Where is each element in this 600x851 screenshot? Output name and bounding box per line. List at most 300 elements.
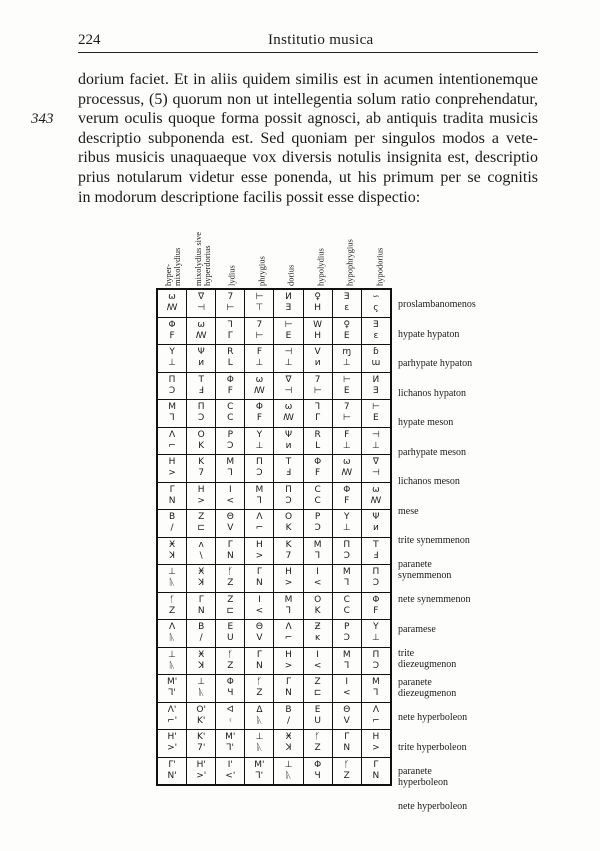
note-symbol: V [256, 633, 263, 644]
note-symbol: ᚲ [227, 715, 233, 726]
note-symbol: П [197, 402, 205, 413]
note-symbol: >' [196, 770, 207, 781]
notation-cell [303, 730, 332, 758]
table-row [157, 675, 391, 703]
notation-cell [274, 400, 303, 428]
notation-cell [303, 647, 332, 675]
notation-cell [361, 400, 391, 428]
notation-cell [216, 372, 245, 400]
note-symbol: Θ [343, 704, 351, 715]
notation-cell [216, 647, 245, 675]
notation-cell [187, 565, 216, 593]
notation-cell [274, 675, 303, 703]
note-symbol: ⊢ [226, 303, 235, 314]
notation-cell [332, 317, 361, 345]
note-symbol: ꟿ [195, 330, 207, 341]
note-symbol: ⊣ [284, 385, 293, 396]
notation-cell [303, 675, 332, 703]
note-symbol: > [284, 578, 293, 589]
note-symbol: < [313, 660, 322, 671]
note-symbol: I [316, 567, 319, 578]
note-symbol: H [285, 649, 292, 660]
notation-cell [361, 675, 391, 703]
row-label: paranete synemmenon [398, 559, 452, 582]
note-symbol: 7 [343, 402, 350, 413]
note-symbol: M [284, 594, 293, 605]
note-symbol: M' [254, 759, 265, 770]
note-symbol: Ч [314, 770, 321, 781]
notation-cell [303, 482, 332, 510]
note-symbol: ɯ [371, 358, 381, 369]
notation-cell [332, 620, 361, 648]
note-symbol: M [372, 677, 380, 688]
note-symbol: ꟿ [166, 303, 178, 314]
table-row [157, 400, 391, 428]
note-symbol: ꓶ' [226, 743, 235, 754]
notation-cell [361, 702, 391, 730]
notation-cell [216, 730, 245, 758]
note-symbol: Ⅎ [285, 468, 292, 479]
notation-cell [303, 345, 332, 373]
notation-cell [274, 345, 303, 373]
notation-cell [216, 675, 245, 703]
note-symbol: Γ [373, 759, 379, 770]
note-symbol: Z [314, 677, 321, 688]
note-symbol: ᚶ [227, 649, 233, 660]
note-symbol: V [343, 715, 350, 726]
note-symbol: Ͻ [343, 633, 350, 644]
notation-cell [187, 400, 216, 428]
notation-cell [187, 289, 216, 317]
notation-cell [216, 537, 245, 565]
notation-cell [361, 345, 391, 373]
note-symbol: F [373, 605, 379, 616]
note-symbol: ω [342, 457, 351, 468]
column-header: lydius [226, 265, 237, 286]
note-symbol: Z [168, 605, 176, 616]
note-symbol: И [372, 374, 380, 385]
note-symbol: ᚣ [256, 743, 263, 754]
note-symbol: Θ [255, 622, 263, 633]
note-symbol: Ͻ [198, 413, 205, 424]
notation-cell [361, 537, 391, 565]
note-symbol: ꓘ [285, 743, 292, 754]
note-symbol: Ⅎ [373, 550, 379, 561]
note-symbol: ɱ [342, 347, 352, 358]
note-symbol: E [285, 330, 292, 341]
notation-cell [216, 620, 245, 648]
note-symbol: I [345, 677, 349, 688]
note-symbol: ⊢ [313, 385, 322, 396]
notation-cell [187, 482, 216, 510]
note-symbol: Λ' [167, 704, 177, 715]
note-symbol: ⊥ [168, 567, 176, 578]
note-symbol: Λ [168, 622, 176, 633]
notation-cell [187, 345, 216, 373]
notation-cell [245, 400, 274, 428]
notation-cell [361, 647, 391, 675]
note-symbol: <' [225, 770, 236, 781]
note-symbol: Λ [372, 704, 379, 715]
note-symbol: ꓘ [198, 660, 205, 671]
note-symbol: ꓶ [344, 660, 350, 671]
note-symbol: R [314, 429, 321, 440]
note-symbol: > [197, 495, 205, 506]
note-symbol: ᚣ [285, 770, 292, 781]
body-paragraph [78, 70, 538, 207]
notation-cell [157, 675, 187, 703]
note-symbol: ⊣ [197, 303, 206, 314]
running-header [78, 30, 538, 53]
note-symbol: Z [198, 512, 205, 523]
notation-cell [216, 510, 245, 538]
notation-cell [303, 289, 332, 317]
notation-cell [216, 317, 245, 345]
note-symbol: ε [373, 330, 379, 341]
row-label: paranete hyperboleon [398, 765, 448, 788]
table-row [157, 537, 391, 565]
note-symbol: Z [314, 743, 321, 754]
notation-table [156, 288, 392, 786]
note-symbol: E [314, 704, 321, 715]
table-row [157, 482, 391, 510]
note-symbol: Ͻ [372, 660, 380, 671]
notation-cell [274, 757, 303, 785]
row-label: parhypate hypaton [398, 358, 473, 370]
notation-cell [187, 647, 216, 675]
row-label: trite diezeugmenon [398, 647, 457, 670]
note-symbol: F [344, 429, 350, 440]
note-symbol: Ͻ [256, 468, 263, 479]
notation-cell [303, 455, 332, 483]
note-symbol: ꓶ [227, 468, 233, 479]
note-symbol: H [372, 732, 380, 743]
note-symbol: Γ [315, 413, 321, 424]
note-symbol: ᚶ [227, 567, 233, 578]
table-row [157, 592, 391, 620]
note-symbol: I [258, 594, 261, 605]
note-symbol: 7 [256, 319, 263, 330]
notation-cell [187, 702, 216, 730]
note-symbol: Γ [227, 539, 233, 550]
note-symbol: M [342, 649, 351, 660]
notation-cell [361, 372, 391, 400]
note-symbol: ⌐ [168, 440, 176, 451]
note-symbol: N [343, 743, 351, 754]
note-symbol: E [227, 622, 234, 633]
note-symbol: U [227, 633, 234, 644]
note-symbol: Θ [226, 512, 234, 523]
note-symbol: ꓶ [373, 688, 379, 699]
notation-cell [216, 289, 245, 317]
table-row [157, 455, 391, 483]
notation-cell [245, 592, 274, 620]
note-symbol: Z [227, 594, 234, 605]
note-symbol: K [285, 523, 292, 534]
note-symbol: ω [284, 402, 293, 413]
note-symbol: L [227, 358, 233, 369]
note-symbol: Φ [314, 457, 322, 468]
row-label: lichanos meson [398, 476, 460, 488]
body-line: verum oculis quoque forma possit agnosci, ab antiquis tradita musicis [78, 110, 538, 128]
notation-cell [216, 757, 245, 785]
note-symbol: ɓ [373, 347, 379, 358]
note-symbol: ⊢ [255, 330, 264, 341]
note-symbol: Γ' [168, 759, 176, 770]
note-symbol: M' [225, 732, 236, 743]
body-line: descriptio subponenda est. Sed quoniam per singulos modos a vete- [78, 129, 538, 147]
note-symbol: ᚣ [169, 660, 175, 671]
note-symbol: C [227, 413, 234, 424]
note-symbol: > [372, 743, 380, 754]
body-line: ribus musicis unaquaeque vox diversis notulis insignita est, descriptio [78, 149, 538, 167]
note-symbol: ⊥ [168, 358, 176, 369]
notation-cell [187, 510, 216, 538]
notation-cell [245, 345, 274, 373]
note-symbol: / [199, 633, 203, 644]
column-header: phrygius [256, 256, 266, 286]
note-symbol: Ψ [284, 429, 293, 440]
notation-cell [187, 730, 216, 758]
notation-cell [303, 592, 332, 620]
notation-cell [303, 510, 332, 538]
note-symbol: П [256, 457, 263, 468]
note-symbol: ⊥ [284, 759, 293, 770]
note-symbol: Λ [168, 429, 176, 440]
row-label: lichanos hypaton [398, 387, 467, 399]
column-header: hypodorius [374, 247, 384, 286]
notation-cell [361, 565, 391, 593]
note-symbol: ꓶ [227, 319, 233, 330]
notation-cell [216, 455, 245, 483]
body-line: in modorum descriptione facilis possit esse dispectio: [78, 188, 421, 206]
row-label: nete synemmenon [398, 594, 471, 606]
note-symbol: > [168, 468, 176, 479]
note-symbol: ε [344, 303, 350, 314]
note-symbol: P [227, 429, 234, 440]
note-symbol: Λ [256, 512, 263, 523]
note-symbol: Ͻ [285, 495, 292, 506]
note-symbol: 7 [227, 292, 234, 303]
row-label: trite synemmenon [398, 535, 470, 547]
note-symbol: Φ [255, 402, 263, 413]
notation-cell [303, 620, 332, 648]
notation-cell [274, 537, 303, 565]
note-symbol: Y [256, 429, 263, 440]
note-symbol: ∇ [198, 292, 205, 303]
note-symbol: F [344, 495, 350, 506]
row-label: nete hyperboleon [398, 800, 468, 812]
note-symbol: P [314, 512, 321, 523]
note-symbol: П [343, 539, 351, 550]
note-symbol: E [373, 413, 379, 424]
note-symbol: B [198, 622, 205, 633]
note-symbol: U [314, 715, 321, 726]
note-symbol: ω [255, 374, 264, 385]
notation-cell [303, 427, 332, 455]
notation-cell [157, 427, 187, 455]
note-symbol: H [256, 539, 263, 550]
notation-cell [303, 537, 332, 565]
notation-cell [361, 427, 391, 455]
note-symbol: < [226, 495, 235, 506]
note-symbol: ᚣ [169, 578, 175, 589]
notation-cell [157, 289, 187, 317]
notation-cell [332, 565, 361, 593]
note-symbol: T [198, 374, 204, 385]
notation-table-figure [156, 230, 556, 830]
notation-cell [274, 289, 303, 317]
note-symbol: N [256, 578, 263, 589]
note-symbol: C [314, 484, 321, 495]
notation-cell [216, 345, 245, 373]
note-symbol: ꓘ [198, 578, 205, 589]
note-symbol: ⊏ [226, 605, 235, 616]
note-symbol: K [314, 605, 321, 616]
note-symbol: Z [343, 770, 350, 781]
note-symbol: F [169, 330, 175, 341]
notation-cell [245, 372, 274, 400]
notation-cell [361, 455, 391, 483]
note-symbol: ⌐ [372, 715, 380, 726]
note-symbol: N [285, 688, 292, 699]
notation-cell [332, 730, 361, 758]
note-symbol: ᐊ [226, 704, 234, 715]
note-symbol: V [227, 523, 234, 534]
margin-note: 343 [31, 111, 54, 127]
notation-cell [245, 317, 274, 345]
notation-cell [187, 620, 216, 648]
note-symbol: ꟿ [370, 495, 382, 506]
notation-cell [157, 510, 187, 538]
note-symbol: Ƶ [314, 622, 321, 633]
note-symbol: ᚶ [169, 594, 175, 605]
note-symbol: B [168, 512, 176, 523]
note-symbol: O [314, 594, 322, 605]
note-symbol: ꟿ [283, 413, 294, 424]
notation-cell [157, 702, 187, 730]
note-symbol: / [170, 523, 174, 534]
note-symbol: Φ [314, 759, 322, 770]
notation-cell [332, 675, 361, 703]
notation-cell [187, 675, 216, 703]
note-symbol: N [372, 770, 380, 781]
notation-cell [361, 620, 391, 648]
note-symbol: > [255, 550, 264, 561]
notation-cell [332, 647, 361, 675]
note-symbol: I [316, 649, 319, 660]
notation-cell [187, 592, 216, 620]
table-row [157, 757, 391, 785]
notation-cell [245, 537, 274, 565]
note-symbol: 7 [285, 550, 292, 561]
note-symbol: Ӿ [168, 539, 176, 550]
table-row [157, 289, 391, 317]
note-symbol: 7 [314, 374, 321, 385]
note-symbol: ⊣ [371, 429, 380, 440]
note-symbol: Ǝ [373, 385, 379, 396]
notation-cell [157, 592, 187, 620]
note-symbol: ꓶ [256, 495, 262, 506]
note-symbol: H' [196, 759, 206, 770]
notation-cell [216, 482, 245, 510]
notation-cell [157, 372, 187, 400]
notation-cell [332, 757, 361, 785]
column-header: hyper- mixolydius [163, 247, 182, 286]
row-label: trite hyperboleon [398, 741, 467, 753]
note-symbol: T [373, 539, 379, 550]
note-symbol: Γ [256, 567, 262, 578]
note-symbol: < [342, 688, 351, 699]
table-row [157, 702, 391, 730]
note-symbol: Ч [227, 688, 234, 699]
note-symbol: ω [197, 319, 205, 330]
notation-cell [361, 482, 391, 510]
notation-cell [274, 372, 303, 400]
note-symbol: M' [166, 677, 178, 688]
notation-cell [274, 702, 303, 730]
note-symbol: Ψ [372, 512, 380, 523]
notation-cell [303, 372, 332, 400]
note-symbol: P [344, 622, 350, 633]
note-symbol: Γ [286, 677, 292, 688]
notation-cell [274, 455, 303, 483]
note-symbol: H [285, 567, 292, 578]
notation-cell [332, 482, 361, 510]
note-symbol: Γ [344, 732, 350, 743]
note-symbol: ᚣ [169, 633, 175, 644]
note-symbol: ᐃ [256, 704, 263, 715]
note-symbol: П [372, 567, 380, 578]
notation-cell [303, 317, 332, 345]
notation-cell [361, 510, 391, 538]
running-title: Institutio musica [268, 32, 374, 48]
notation-cell [332, 289, 361, 317]
note-symbol: ⊏ [197, 523, 205, 534]
note-symbol: ꓶ' [168, 688, 176, 699]
notation-cell [157, 565, 187, 593]
note-symbol: ♀ [343, 319, 351, 330]
note-symbol: H [197, 484, 205, 495]
note-symbol: 7 [198, 468, 205, 479]
note-symbol: Λ [285, 622, 292, 633]
notation-cell [245, 427, 274, 455]
note-symbol: C [343, 605, 350, 616]
notation-cell [361, 757, 391, 785]
note-symbol: ᴎ [285, 440, 292, 451]
note-symbol: ꓶ [344, 578, 350, 589]
notation-cell [245, 730, 274, 758]
row-label: paranete diezeugmenon [398, 677, 457, 700]
note-symbol: Ⅎ [198, 385, 204, 396]
note-symbol: Ǝ [343, 292, 350, 303]
note-symbol: П [168, 374, 176, 385]
notation-cell [216, 400, 245, 428]
note-symbol: F [256, 413, 262, 424]
note-symbol: ω [372, 484, 380, 495]
note-symbol: ⊥ [342, 358, 351, 369]
note-symbol: ᴎ [372, 523, 379, 534]
note-symbol: ⊥ [168, 649, 176, 660]
note-symbol: H [314, 303, 322, 314]
notation-cell [361, 730, 391, 758]
note-symbol: П [372, 649, 380, 660]
note-symbol: ⊥ [371, 440, 380, 451]
notation-cell [157, 400, 187, 428]
note-symbol: E [343, 330, 350, 341]
note-symbol: K' [197, 715, 206, 726]
notation-cell [216, 702, 245, 730]
